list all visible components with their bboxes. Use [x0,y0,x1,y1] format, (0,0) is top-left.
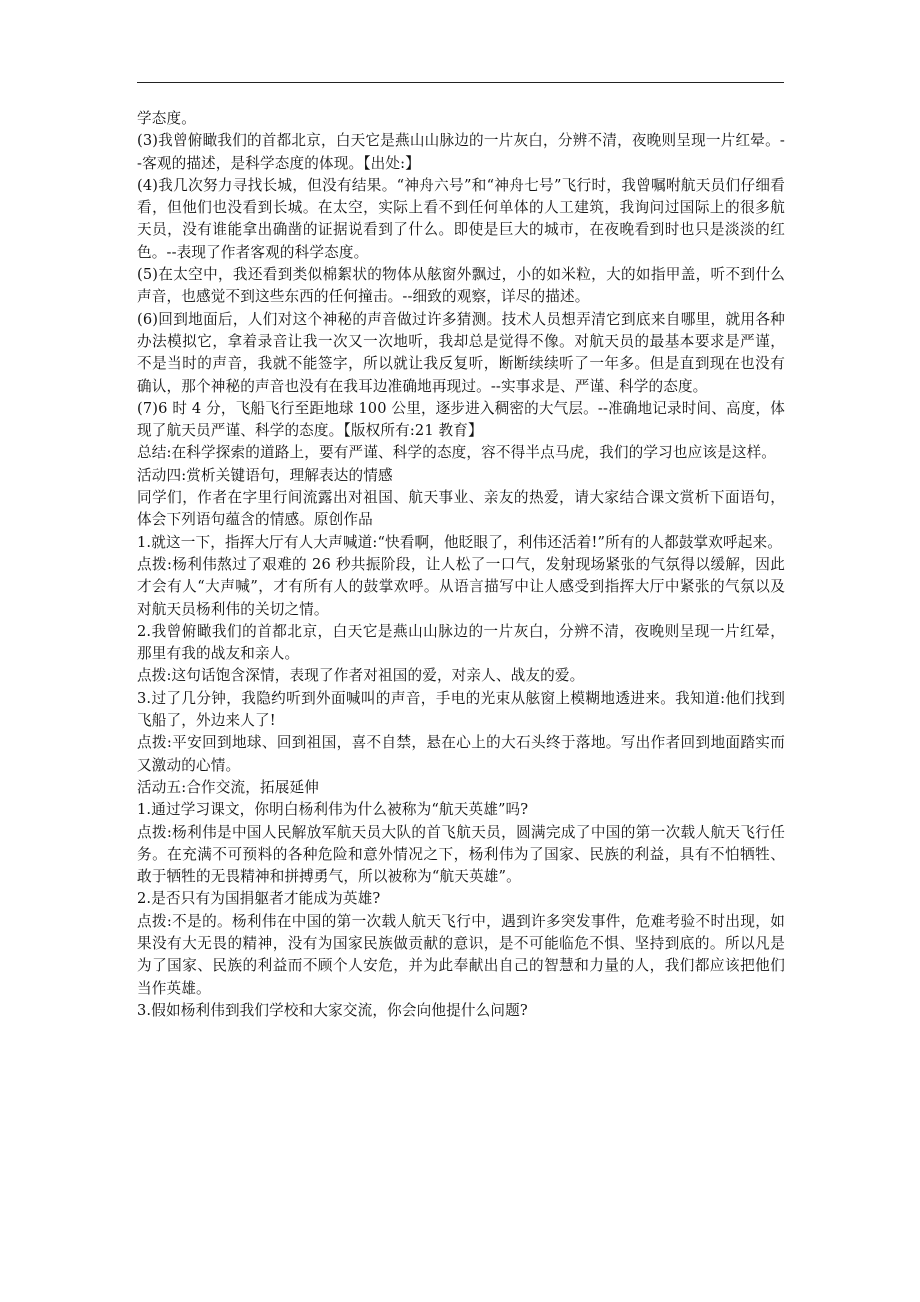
answer-hint: 点拨:这句话饱含深情，表现了作者对祖国的爱，对亲人、战友的爱。 [137,667,585,685]
question-item: 3.假如杨利伟到我们学校和大家交流，你会向他提什么问题? [137,1001,528,1019]
paragraph: (6)回到地面后，人们对这个神秘的声音做过许多猜测。技术人员想弄清它到底来自哪里，就用各种办法模拟它，拿着录音让我一次又一次地听，我却总是觉得不像。对航天员的最基本要求是严谨，不是当时的声音，我就不能签字，所以就让我反复听，断断续续听了一年多。但是直到现在也没有确认，那个神秘的声音也没有在我耳边准确地再现过。--实事求是、严谨、科学的态度。 [137,310,785,395]
question-item: 2.我曾俯瞰我们的首都北京，白天它是燕山山脉边的一片灰白，分辨不清，夜晚则呈现一片红晕，那里有我的战友和亲人。 [137,622,785,663]
document-body [137,108,785,1022]
paragraph: 总结:在科学探索的道路上，要有严谨、科学的态度，容不得半点马虎，我们的学习也应该是这样。 [137,444,777,462]
section-heading: 活动五:合作交流，拓展延伸 [137,778,319,796]
answer-hint: 点拨:杨利伟是中国人民解放军航天员大队的首飞航天员，圆满完成了中国的第一次载人航天飞行任务。在充满不可预料的各种危险和意外情况之下，杨利伟为了国家、民族的利益，具有不怕牺牲、敢于牺牲的无畏精神和拼搏勇气，所以被称为“航天英雄”。 [137,823,785,886]
paragraph: (4)我几次努力寻找长城，但没有结果。“神舟六号”和“神舟七号”飞行时，我曾嘱咐航天员们仔细看看，但他们也没看到长城。在太空，实际上看不到任何单体的人工建筑，我询问过国际上的很多航天员，没有谁能拿出确凿的证据说看到了什么。即使是巨大的城市，在夜晚看到时也只是淡淡的红色。--表现了作者客观的科学态度。 [137,176,785,261]
answer-hint: 点拨:平安回到地球、回到祖国，喜不自禁，悬在心上的大石头终于落地。写出作者回到地面踏实而又激动的心情。 [137,734,785,774]
question-item: 3.过了几分钟，我隐约听到外面喊叫的声音，手电的光束从舷窗上模糊地透进来。我知道:他们找到飞船了，外边来人了! [137,689,785,730]
paragraph: (3)我曾俯瞰我们的首都北京，白天它是燕山山脉边的一片灰白，分辨不清，夜晚则呈现一片红晕。--客观的描述，是科学态度的体现。【出处:】 [137,132,785,172]
answer-hint: 点拨:不是的。杨利伟在中国的第一次载人航天飞行中，遇到许多突发事件，危难考验不时出现，如果没有大无畏的精神，没有为国家民族做贡献的意识，是不可能临危不惧、坚持到底的。所以凡是为了国家、民族的利益而不顾个人安危，并为此奉献出自己的智慧和力量的人，我们都应该把他们当作英雄。 [137,912,785,997]
header-divider [137,82,784,83]
question-item: 2.是否只有为国捐躯者才能成为英雄? [137,890,381,908]
section-heading: 活动四:赏析关键语句，理解表达的情感 [137,466,393,484]
answer-hint: 点拨:杨利伟熬过了艰难的 26 秒共振阶段，让人松了一口气，发射现场紧张的气氛得以缓解，因此才会有人“大声喊”，才有所有人的鼓掌欢呼。从语言描写中让人感受到指挥大厅中紧张的气氛以及对航天员杨利伟的关切之情。 [137,555,785,618]
paragraph: (5)在太空中，我还看到类似棉絮状的物体从舷窗外飘过，小的如米粒，大的如指甲盖，听不到什么声音，也感觉不到这些东西的任何撞击。--细致的观察，详尽的描述。 [137,266,785,306]
question-item: 1.通过学习课文，你明白杨利伟为什么被称为“航天英雄”吗? [137,801,529,819]
paragraph: 同学们，作者在字里行间流露出对祖国、航天事业、亲友的热爱，请大家结合课文赏析下面语句，体会下列语句蕴含的情感。原创作品 [137,489,785,529]
question-item: 1.就这一下，指挥大厅有人大声喊道:“快看啊，他眨眼了，利伟还活着!”所有的人都鼓掌欢呼起来。 [137,533,783,551]
paragraph: (7)6 时 4 分，飞船飞行至距地球 100 公里，逐步进入稠密的大气层。--准确地记录时间、高度，体现了航天员严谨、科学的态度。【版权所有:21 教育】 [137,399,785,440]
paragraph: 学态度。 [137,110,196,127]
